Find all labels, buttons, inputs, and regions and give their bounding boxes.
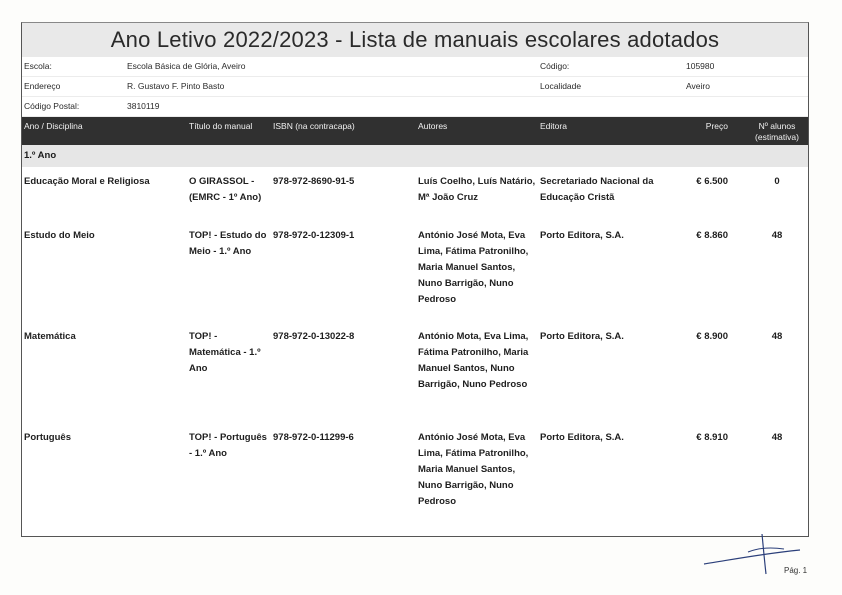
page-number: Pág. 1 [784,566,808,575]
cell-disciplina: Matemática [24,331,76,342]
page-title: Ano Letivo 2022/2023 - Lista de manuais escolares adotados [22,23,808,57]
escola-value: Escola Básica de Glória, Aveiro [127,61,246,71]
cell-preco: € 8.860 [696,230,728,241]
localidade-label: Localidade [540,81,582,91]
cell-preco: € 6.500 [696,176,728,187]
cell-alunos: 48 [771,331,783,342]
cell-isbn: 978-972-0-11299-6 [273,432,354,443]
header-alunos [744,121,809,143]
localidade-value: Aveiro [686,81,710,91]
cell-editora: Secretariado Nacional da Educação Cristã [540,176,654,203]
cell-alunos: 0 [774,176,780,187]
cell-disciplina: Português [24,432,71,443]
cell-disciplina: Educação Moral e Religiosa [24,176,150,187]
cell-preco: € 8.910 [696,432,728,443]
cell-autores: António Mota, Eva Lima, Fátima Patronilho, Maria Manuel Santos, Nuno Barrigão, Nuno Pedroso [418,331,529,390]
cell-autores: Luís Coelho, Luís Natário, Mª João Cruz [418,176,536,203]
section-heading: 1.º Ano [22,145,808,167]
header-alunos-line1: Nº alunos [758,121,796,131]
table-row [22,167,808,221]
endereco-label: Endereço [24,81,61,91]
info-row-codigo-postal [22,97,808,117]
cell-titulo: TOP! - Estudo do Meio - 1.º Ano [189,230,267,257]
cell-editora: Porto Editora, S.A. [540,331,624,342]
cell-isbn: 978-972-0-13022-8 [273,331,355,342]
info-row-endereco [22,77,808,97]
document-sheet [21,22,809,537]
cell-autores: António José Mota, Eva Lima, Fátima Patronilho, Maria Manuel Santos, Nuno Barrigão, Nuno Pedroso [418,432,529,507]
header-autores: Autores [418,121,448,131]
cell-disciplina: Estudo do Meio [24,230,95,241]
cell-titulo: O GIRASSOL - (EMRC - 1º Ano) [189,176,262,203]
school-info [22,57,808,117]
table-row [22,322,808,423]
cell-isbn: 978-972-0-12309-1 [273,230,355,241]
table-header [22,117,808,145]
cell-alunos: 48 [771,432,783,443]
header-preco: Preço [705,121,728,131]
table-row [22,221,808,322]
cell-isbn: 978-972-8690-91-5 [273,176,355,187]
table-row [22,423,808,527]
endereco-value: R. Gustavo F. Pinto Basto [127,81,225,91]
cell-titulo: TOP! - Matemática - 1.º Ano [189,331,261,374]
escola-label: Escola: [24,61,52,71]
cell-editora: Porto Editora, S.A. [540,230,624,241]
cell-autores: António José Mota, Eva Lima, Fátima Patronilho, Maria Manuel Santos, Nuno Barrigão, Nuno Pedroso [418,230,529,305]
cell-titulo: TOP! - Português - 1.º Ano [189,432,267,459]
codigo-label: Código: [540,61,570,71]
cell-preco: € 8.900 [696,331,728,342]
header-disciplina: Ano / Disciplina [24,121,83,131]
cell-editora: Porto Editora, S.A. [540,432,624,443]
header-isbn: ISBN (na contracapa) [273,121,355,131]
header-alunos-line2: (estimativa) [755,132,799,142]
header-editora: Editora [540,121,567,131]
codigo-value: 105980 [686,61,715,71]
cell-alunos: 48 [771,230,783,241]
info-row-escola [22,57,808,77]
codigo-postal-label: Código Postal: [24,101,80,111]
codigo-postal-value: 3810119 [127,101,160,111]
header-titulo: Título do manual [189,121,253,131]
